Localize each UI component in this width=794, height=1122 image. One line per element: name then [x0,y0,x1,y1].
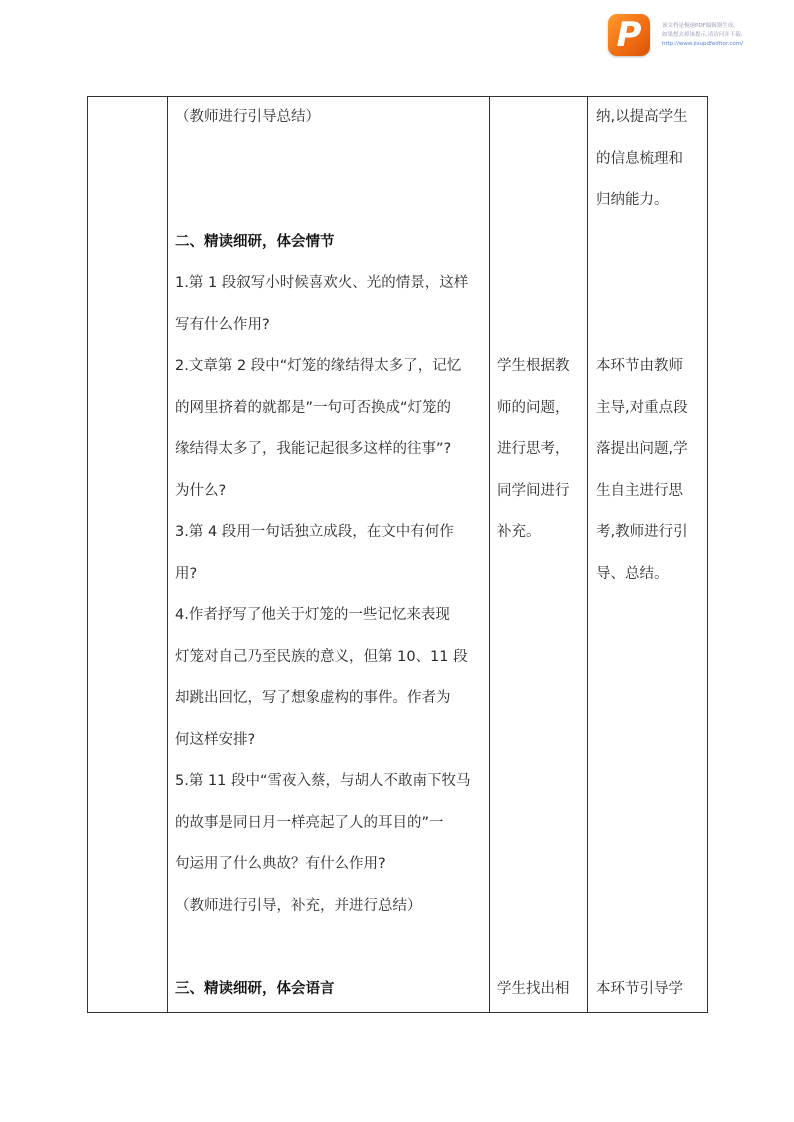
design-intent-line-4: 生自主进行思 [596,482,683,499]
question-2-line-3: 缘结得太多了，我能记起很多这样的往事”? [175,441,452,457]
question-5-line-1: 5.第 11 段中“雪夜入蔡，与胡人不敢南下牧马 [175,773,471,789]
design-intent-line-1: 本环节由教师 [596,358,683,374]
design-intent-line-2: 主导,对重点段 [596,399,688,416]
teaching-content-cell [168,97,490,1013]
question-3-line-2: 用? [175,565,198,582]
question-1-line-1: 1.第 1 段叙写小时候喜欢火、光的情景，这样 [175,275,469,291]
design-intent-line-3: 落提出问题,学 [596,441,688,457]
design-intent-cell [588,97,708,1013]
watermark-url[interactable]: http://www.jisupdfeditor.com/ [662,41,743,47]
design-intent-prev-line-3: 归纳能力。 [596,192,669,208]
watermark-line-1: 该文档是极速PDF编辑器生成, [662,23,735,29]
student-activity-line-2: 师的问题， [497,399,570,416]
teacher-summary-note: （教师进行引导总结） [175,109,320,125]
question-5-line-3: 句运用了什么典故？有什么作用? [175,856,386,872]
question-1-line-2: 写有什么作用? [175,316,270,333]
teacher-guidance-note: （教师进行引导，补充，并进行总结） [175,897,422,914]
section-heading-plot: 二、精读细研，体会情节 [175,233,335,250]
design-intent-next-line: 本环节引导学 [596,980,683,997]
design-intent-line-5: 考,教师进行引 [596,524,688,540]
question-2-line-2: 的网里挤着的就都是”一句可否换成“灯笼的 [175,399,452,416]
student-activity-next-line: 学生找出相 [497,980,570,997]
student-activity-cell [490,97,588,1013]
stage-column-cell [88,97,168,1013]
question-5-line-2: 的故事是同日月一样亮起了人的耳目的”一 [175,814,444,831]
student-activity-line-3: 进行思考， [497,441,570,457]
student-activity-line-1: 学生根据教 [497,358,570,374]
question-3-line-1: 3.第 4 段用一句话独立成段，在文中有何作 [175,524,454,540]
design-intent-prev-line-1: 纳,以提高学生 [596,109,688,125]
question-4-line-2: 灯笼对自己乃至民族的意义，但第 10、11 段 [175,648,468,665]
watermark-notice [662,22,792,49]
watermark-line-2: 如果想去掉该提示,请访问并下载: [662,32,743,38]
student-activity-line-4: 同学间进行 [497,482,570,499]
lesson-plan-table [87,96,708,1013]
question-4-line-4: 何这样安排? [175,731,256,748]
student-activity-line-5: 补充。 [497,524,541,540]
question-2-line-4: 为什么? [175,482,227,499]
question-2-line-1: 2.文章第 2 段中“灯笼的缘结得太多了，记忆 [175,358,462,374]
design-intent-prev-line-2: 的信息梳理和 [596,150,683,167]
pdf-editor-logo-icon: P [608,14,650,56]
section-heading-language: 三、精读细研，体会语言 [175,980,335,997]
design-intent-line-6: 导、总结。 [596,565,669,582]
question-4-line-3: 却跳出回忆，写了想象虚构的事件。作者为 [175,690,451,706]
question-4-line-1: 4.作者抒写了他关于灯笼的一些记忆来表现 [175,607,450,623]
